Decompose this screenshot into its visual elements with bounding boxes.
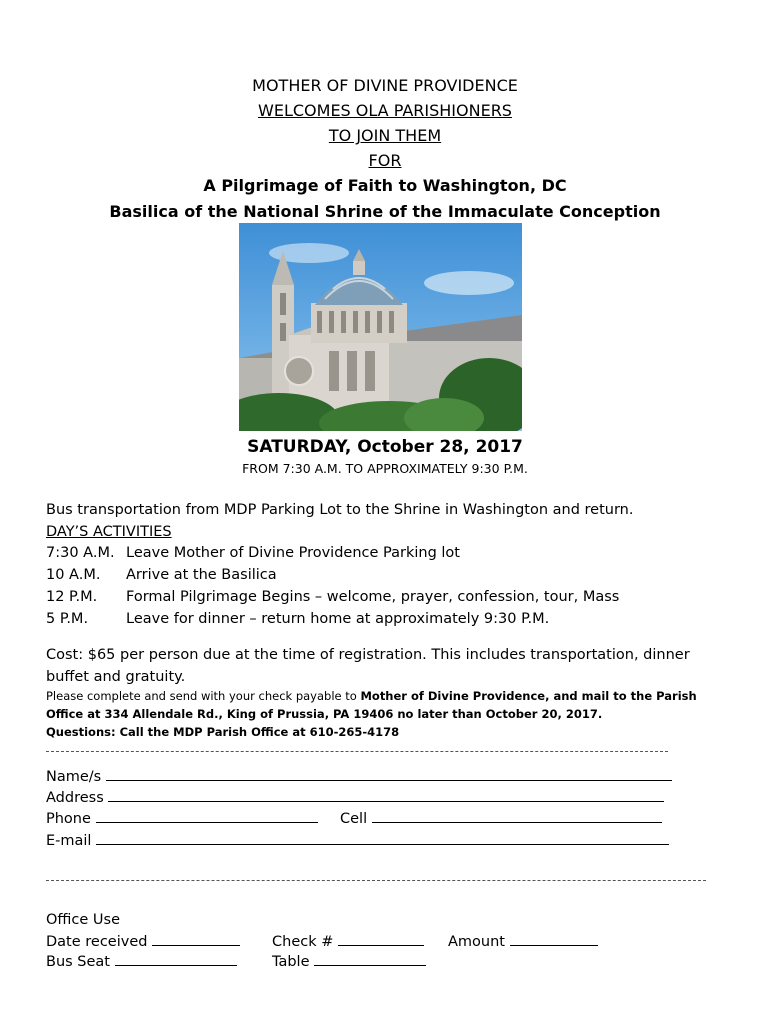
address-field[interactable] <box>46 787 664 806</box>
cell-field[interactable] <box>340 808 662 827</box>
basilica-photo <box>239 223 522 431</box>
address-label: Address <box>46 790 104 806</box>
activity-row <box>46 567 277 583</box>
activity-row <box>46 545 460 561</box>
date-received-label: Date received <box>46 934 148 950</box>
phone-label: Phone <box>46 811 91 827</box>
transport-text: Bus transportation from MDP Parking Lot to the Shrine in Washington and return. <box>46 502 634 518</box>
email-field[interactable] <box>46 830 669 849</box>
activities-heading: DAY’S ACTIVITIES <box>46 524 172 540</box>
activity-row <box>46 611 549 627</box>
cost-line-1: Cost: $65 per person due at the time of registration. This includes transportation, dinner <box>46 647 690 663</box>
basilica-title: Basilica of the National Shrine of the Immaculate Conception <box>109 202 661 221</box>
header-line-2: WELCOMES OLA PARISHIONERS <box>258 101 512 120</box>
check-label: Check # <box>272 934 334 950</box>
address-line[interactable] <box>108 787 664 802</box>
activity-time: 7:30 A.M. <box>46 545 115 561</box>
activity-desc: Arrive at the Basilica <box>126 567 277 583</box>
activity-row <box>46 589 619 605</box>
instructions-line-2: Office at 334 Allendale Rd., King of Prussia, PA 19406 no later than October 20, 2017. <box>46 707 603 721</box>
check-field <box>272 931 424 950</box>
table-label: Table <box>272 954 310 970</box>
bus-seat-line <box>115 951 237 966</box>
questions-line: Questions: Call the MDP Parish Office at 610-265-4178 <box>46 725 400 739</box>
activity-time: 5 P.M. <box>46 611 89 627</box>
office-cut-line <box>46 880 706 881</box>
phone-field[interactable] <box>46 808 318 827</box>
event-date: SATURDAY, October 28, 2017 <box>247 437 523 457</box>
name-line[interactable] <box>106 766 672 781</box>
check-line <box>338 931 424 946</box>
cell-line[interactable] <box>372 808 662 823</box>
bus-seat-field <box>46 951 237 970</box>
date-received-line <box>152 931 240 946</box>
instructions-line-1 <box>46 689 697 703</box>
header-line-1: MOTHER OF DIVINE PROVIDENCE <box>252 76 518 95</box>
header-line-4: FOR <box>368 151 402 170</box>
table-line <box>314 951 426 966</box>
name-field[interactable] <box>46 766 672 785</box>
cut-line <box>46 751 668 752</box>
table-field <box>272 951 426 970</box>
amount-line <box>510 931 598 946</box>
instructions-plain: Please complete and send with your check payable to <box>46 689 361 703</box>
email-line[interactable] <box>96 830 669 845</box>
activity-desc: Leave Mother of Divine Providence Parking lot <box>126 545 460 561</box>
office-use-title: Office Use <box>46 912 121 928</box>
activity-desc: Formal Pilgrimage Begins – welcome, prayer, confession, tour, Mass <box>126 589 620 605</box>
amount-label: Amount <box>448 934 505 950</box>
name-label: Name/s <box>46 769 102 785</box>
cell-label: Cell <box>340 811 368 827</box>
pilgrimage-title: A Pilgrimage of Faith to Washington, DC <box>203 176 567 195</box>
cost-line-2: buffet and gratuity. <box>46 669 186 685</box>
event-time: FROM 7:30 A.M. TO APPROXIMATELY 9:30 P.M. <box>242 461 528 476</box>
activity-time: 10 A.M. <box>46 567 101 583</box>
phone-line[interactable] <box>96 808 318 823</box>
date-received-field <box>46 931 240 950</box>
header-line-3: TO JOIN THEM <box>328 126 442 145</box>
amount-field <box>448 931 598 950</box>
bus-seat-label: Bus Seat <box>46 954 110 970</box>
instructions-bold: Mother of Divine Providence, and mail to the Parish <box>360 689 697 703</box>
email-label: E-mail <box>46 833 92 849</box>
activity-time: 12 P.M. <box>46 589 98 605</box>
activity-desc: Leave for dinner – return home at approximately 9:30 P.M. <box>126 611 550 627</box>
